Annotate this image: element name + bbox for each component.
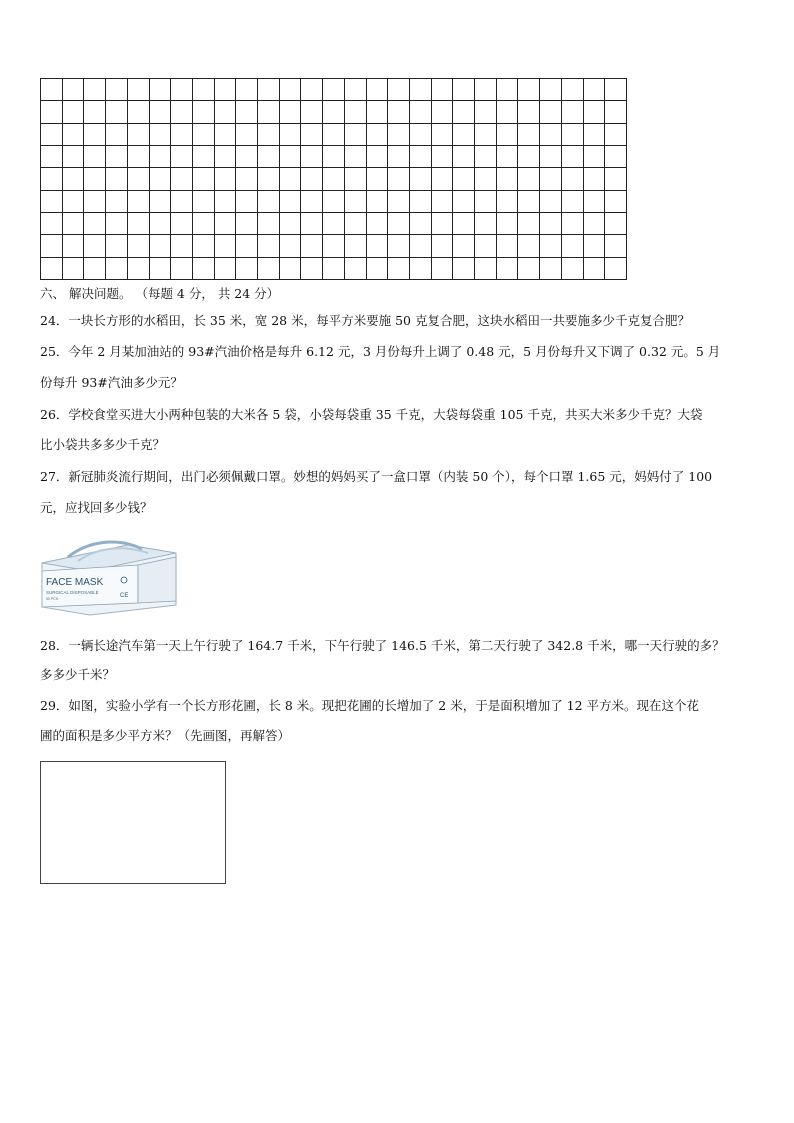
grid-cell [171,235,193,257]
grid-cell [453,213,475,235]
grid-cell [63,235,85,257]
grid-cell [453,168,475,190]
grid-cell [106,235,128,257]
grid-cell [367,258,389,280]
grid-cell [562,191,584,213]
grid-cell [388,258,410,280]
grid-cell [236,124,258,146]
mask-subtitle: SURGICAL DISPOSABLE [46,590,99,595]
grid-cell [562,213,584,235]
grid-cell [106,101,128,123]
grid-cell [453,191,475,213]
grid-cell [323,235,345,257]
grid-cell [193,101,215,123]
grid-cell [562,79,584,101]
grid-cell [106,191,128,213]
grid-cell [150,213,172,235]
grid-cell [475,79,497,101]
grid-cell [128,235,150,257]
grid-cell [258,191,280,213]
grid-cell [280,258,302,280]
grid-cell [540,168,562,190]
grid-cell [323,213,345,235]
grid-cell [215,258,237,280]
grid-cell [236,258,258,280]
grid-cell [323,191,345,213]
grid-cell [280,191,302,213]
grid-cell [410,235,432,257]
grid-cell [301,101,323,123]
grid-cell [367,213,389,235]
grid-cell [562,124,584,146]
grid-cell [84,168,106,190]
grid-cell [410,191,432,213]
grid-cell [518,235,540,257]
grid-cell [518,168,540,190]
grid-cell [388,146,410,168]
grid-cell [236,191,258,213]
grid-cell [432,79,454,101]
grid-cell [84,101,106,123]
grid-cell [345,258,367,280]
grid-cell [41,101,63,123]
grid-cell [518,79,540,101]
grid-cell [367,79,389,101]
grid-cell [106,124,128,146]
grid-cell [345,79,367,101]
grid-cell [475,235,497,257]
problem-29-line-2: 圃的面积是多少平方米？（先画图，再解答） [40,728,291,743]
grid-cell [605,258,627,280]
grid-cell [432,213,454,235]
grid-cell [497,258,519,280]
grid-cell [388,79,410,101]
problem-25-line-1: 25．今年 2 月某加油站的 93#汽油价格是每升 6.12 元，3 月份每升上调了 0.48 元，5 月份每升又下调了 0.32 元。5 月 [40,344,721,359]
grid-cell [236,146,258,168]
grid-cell [41,124,63,146]
grid-cell [453,235,475,257]
grid-cell [605,168,627,190]
grid-cell [453,124,475,146]
grid-cell [367,146,389,168]
grid-cell [388,168,410,190]
grid-cell [410,168,432,190]
grid-cell [150,124,172,146]
grid-cell [410,213,432,235]
grid-cell [562,258,584,280]
grid-cell [171,79,193,101]
grid-cell [388,213,410,235]
grid-cell [605,101,627,123]
grid-cell [84,235,106,257]
grid-cell [258,146,280,168]
grid-cell [388,124,410,146]
grid-cell [367,235,389,257]
grid-cell [280,124,302,146]
problem-28-line-1: 28．一辆长途汽车第一天上午行驶了 164.7 千米，下午行驶了 146.5 千米，第二天行驶了 342.8 千米，哪一天行驶的多？ [40,638,725,653]
grid-cell [280,101,302,123]
grid-cell [410,146,432,168]
grid-cell [215,168,237,190]
grid-cell [584,213,606,235]
grid-cell [193,258,215,280]
grid-cell [63,101,85,123]
grid-cell [410,124,432,146]
grid-cell [605,146,627,168]
grid-cell [258,168,280,190]
grid-cell [41,258,63,280]
grid-cell [106,79,128,101]
grid-cell [518,258,540,280]
grid-cell [345,235,367,257]
grid-cell [171,191,193,213]
grid-cell [301,124,323,146]
grid-cell [63,258,85,280]
grid-cell [236,235,258,257]
grid-cell [84,124,106,146]
grid-cell [215,235,237,257]
grid-cell [301,79,323,101]
grid-cell [540,146,562,168]
grid-cell [41,235,63,257]
grid-cell [345,124,367,146]
grid-cell [323,101,345,123]
drawing-answer-box[interactable] [40,761,226,884]
grid-cell [345,168,367,190]
grid-cell [215,101,237,123]
grid-cell [584,258,606,280]
grid-cell [171,258,193,280]
grid-cell [518,124,540,146]
grid-cell [236,79,258,101]
grid-cell [584,168,606,190]
grid-cell [605,124,627,146]
grid-cell [280,213,302,235]
mask-brand: FACE MASK [46,577,104,588]
grid-cell [280,235,302,257]
grid-cell [605,213,627,235]
grid-cell [475,191,497,213]
grid-cell [193,79,215,101]
grid-cell [584,101,606,123]
grid-cell [453,258,475,280]
grid-cell [475,124,497,146]
grid-cell [584,146,606,168]
grid-cell [584,235,606,257]
grid-cell [215,213,237,235]
grid-cell [301,213,323,235]
grid-cell [540,191,562,213]
grid-cell [150,235,172,257]
grid-cell [410,79,432,101]
grid-cell [540,213,562,235]
grid-cell [432,124,454,146]
grid-cell [345,191,367,213]
grid-cell [388,101,410,123]
grid-cell [128,258,150,280]
grid-cell [497,191,519,213]
grid-cell [215,124,237,146]
grid-cell [432,258,454,280]
grid-cell [193,146,215,168]
grid-cell [258,101,280,123]
grid-cell [258,124,280,146]
grid-cell [367,191,389,213]
grid-cell [150,79,172,101]
grid-cell [193,124,215,146]
grid-cell [128,146,150,168]
grid-cell [63,79,85,101]
grid-cell [236,168,258,190]
grid-cell [215,146,237,168]
grid-cell [258,79,280,101]
grid-cell [540,258,562,280]
grid-cell [475,258,497,280]
grid-cell [150,168,172,190]
grid-cell [475,168,497,190]
grid-cell [605,235,627,257]
grid-cell [432,191,454,213]
grid-cell [540,101,562,123]
grid-cell [584,124,606,146]
grid-cell [150,146,172,168]
grid-cell [280,146,302,168]
grid-cell [518,191,540,213]
grid-cell [562,168,584,190]
grid-paper [40,78,627,280]
grid-cell [150,101,172,123]
grid-cell [84,191,106,213]
grid-cell [605,79,627,101]
grid-cell [106,146,128,168]
grid-cell [63,191,85,213]
grid-cell [63,213,85,235]
grid-cell [301,146,323,168]
grid-cell [562,101,584,123]
grid-cell [171,168,193,190]
grid-cell [497,124,519,146]
grid-cell [475,101,497,123]
grid-cell [432,235,454,257]
grid-cell [84,79,106,101]
grid-cell [128,101,150,123]
grid-cell [584,79,606,101]
grid-cell [388,191,410,213]
grid-cell [367,168,389,190]
problem-27-line-1: 27．新冠肺炎流行期间，出门必须佩戴口罩。妙想的妈妈买了一盒口罩（内装 50 个），每个口罩 1.65 元，妈妈付了 100 [40,469,713,484]
grid-cell [475,146,497,168]
grid-cell [584,191,606,213]
grid-cell [258,213,280,235]
grid-cell [128,168,150,190]
grid-cell [540,124,562,146]
grid-cell [84,146,106,168]
grid-cell [236,213,258,235]
grid-cell [323,146,345,168]
grid-cell [41,168,63,190]
grid-cell [280,168,302,190]
grid-cell [150,191,172,213]
grid-cell [171,124,193,146]
face-mask-box-image [38,535,178,617]
grid-cell [84,213,106,235]
grid-cell [323,168,345,190]
grid-cell [497,146,519,168]
grid-cell [367,101,389,123]
grid-cell [193,235,215,257]
problem-24-line-1: 24．一块长方形的水稻田，长 35 米，宽 28 米，每平方米要施 50 克复合肥，这块水稻田一共要施多少千克复合肥？ [40,313,690,328]
grid-cell [432,168,454,190]
grid-cell [106,258,128,280]
section-heading: 六、 解决问题。 （每题 4 分， 共 24 分） [40,286,280,301]
grid-cell [453,101,475,123]
problem-26-line-2: 比小袋共多多少千克？ [40,437,166,452]
grid-cell [193,168,215,190]
grid-cell [562,235,584,257]
grid-cell [41,213,63,235]
problem-25-line-2: 份每升 93#汽油多少元？ [40,375,183,390]
grid-cell [410,101,432,123]
problem-26-line-1: 26．学校食堂买进大小两种包装的大米各 5 袋，小袋每袋重 35 千克，大袋每袋重 105 千克，共买大米多少千克？大袋 [40,407,703,422]
grid-cell [345,101,367,123]
grid-cell [128,79,150,101]
grid-cell [410,258,432,280]
grid-cell [84,258,106,280]
grid-cell [171,213,193,235]
grid-cell [453,146,475,168]
grid-cell [41,191,63,213]
grid-cell [432,146,454,168]
grid-cell [605,191,627,213]
grid-cell [540,79,562,101]
ce-mark: CE [120,593,129,599]
grid-cell [301,258,323,280]
grid-cell [150,258,172,280]
grid-cell [540,235,562,257]
grid-cell [518,146,540,168]
grid-cell [63,146,85,168]
grid-cell [106,168,128,190]
grid-cell [41,146,63,168]
grid-cell [128,124,150,146]
grid-cell [518,101,540,123]
grid-cell [323,79,345,101]
problem-27-line-2: 元，应找回多少钱？ [40,500,153,515]
grid-cell [258,258,280,280]
grid-cell [63,168,85,190]
grid-cell [193,213,215,235]
grid-cell [258,235,280,257]
grid-cell [323,124,345,146]
grid-cell [128,213,150,235]
grid-cell [280,79,302,101]
grid-cell [193,191,215,213]
grid-cell [301,168,323,190]
grid-cell [453,79,475,101]
grid-cell [497,101,519,123]
grid-cell [562,146,584,168]
mask-count: 50 PCS [46,597,59,601]
grid-cell [301,235,323,257]
grid-cell [475,213,497,235]
grid-cell [388,235,410,257]
grid-cell [497,168,519,190]
grid-cell [236,101,258,123]
grid-cell [345,213,367,235]
grid-cell [497,213,519,235]
grid-cell [215,191,237,213]
problem-28-line-2: 多多少千米？ [40,667,116,682]
grid-cell [41,79,63,101]
grid-cell [301,191,323,213]
problem-29-line-1: 29．如图，实验小学有一个长方形花圃，长 8 米。现把花圃的长增加了 2 米，于是面积增加了 12 平方米。现在这个花 [40,698,700,713]
grid-cell [497,235,519,257]
grid-cell [497,79,519,101]
grid-cell [345,146,367,168]
grid-cell [128,191,150,213]
grid-cell [171,101,193,123]
grid-cell [432,101,454,123]
grid-cell [518,213,540,235]
grid-cell [63,124,85,146]
grid-cell [106,213,128,235]
grid-cell [171,146,193,168]
grid-cell [323,258,345,280]
grid-cell [367,124,389,146]
grid-cell [215,79,237,101]
